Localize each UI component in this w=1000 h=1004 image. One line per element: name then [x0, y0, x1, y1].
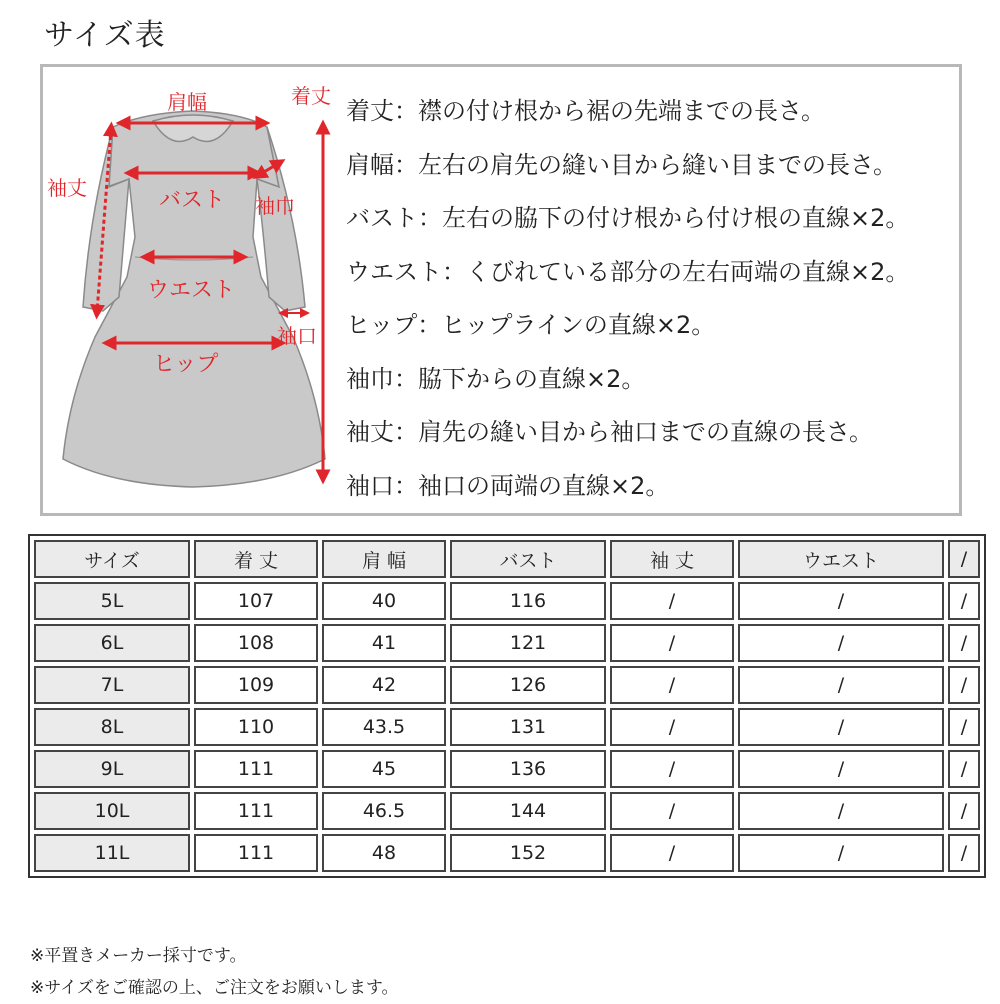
legend-item: バスト：左右の脇下の付け根から付け根の直線×2。 — [346, 204, 910, 232]
legend-item: 肩幅：左右の肩先の縫い目から縫い目までの長さ。 — [346, 150, 898, 179]
label-sleeve-length: 袖丈 — [47, 176, 87, 200]
cell: / — [610, 834, 734, 872]
table-row — [34, 708, 980, 746]
cell: / — [948, 792, 980, 830]
cell-size: 8L — [34, 708, 190, 746]
label-sleeve-width: 袖巾 — [255, 194, 295, 218]
cell: 111 — [194, 792, 318, 830]
cell-size: 10L — [34, 792, 190, 830]
legend-item: 袖巾：脇下からの直線×2。 — [346, 364, 646, 393]
label-shoulder: 肩幅 — [167, 90, 207, 114]
cell: 108 — [194, 624, 318, 662]
measurement-legend — [346, 85, 909, 513]
cell: 111 — [194, 750, 318, 788]
cell: 40 — [322, 582, 446, 620]
table-row — [34, 792, 980, 830]
legend-item: 袖丈：肩先の縫い目から袖口までの直線の長さ。 — [346, 418, 874, 446]
cell: 107 — [194, 582, 318, 620]
cell: 152 — [450, 834, 606, 872]
cell-size: 7L — [34, 666, 190, 704]
cell: / — [948, 834, 980, 872]
cell: / — [948, 708, 980, 746]
cell: / — [738, 834, 944, 872]
cell: / — [738, 582, 944, 620]
table-row — [34, 750, 980, 788]
header-sleeve-length: 袖 丈 — [610, 540, 734, 578]
cell: / — [738, 792, 944, 830]
notes — [30, 940, 399, 1004]
table-header-row — [34, 540, 980, 578]
page-title: サイズ表 — [44, 18, 166, 53]
cell: / — [948, 666, 980, 704]
cell: / — [738, 708, 944, 746]
cell: 109 — [194, 666, 318, 704]
cell: / — [948, 582, 980, 620]
cell: 111 — [194, 834, 318, 872]
table-row — [34, 666, 980, 704]
cell: / — [738, 750, 944, 788]
cell: / — [738, 666, 944, 704]
label-hip: ヒップ — [153, 352, 219, 377]
cell: / — [738, 624, 944, 662]
cell-size: 6L — [34, 624, 190, 662]
table-row — [34, 624, 980, 662]
cell-size: 11L — [34, 834, 190, 872]
legend-item: ヒップ：ヒップラインの直線×2。 — [346, 311, 716, 339]
size-diagram — [40, 64, 962, 516]
cell: 126 — [450, 666, 606, 704]
label-cuff: 袖口 — [277, 324, 317, 348]
cell: 121 — [450, 624, 606, 662]
legend-item: 着丈：襟の付け根から裾の先端までの長さ。 — [346, 97, 826, 125]
label-length: 着丈 — [291, 84, 331, 108]
header-waist: ウエスト — [738, 540, 944, 578]
cell: 116 — [450, 582, 606, 620]
cell: 136 — [450, 750, 606, 788]
legend-item: ウエスト：くびれている部分の左右両端の直線×2。 — [346, 257, 910, 286]
cell: 45 — [322, 750, 446, 788]
cell: 46.5 — [322, 792, 446, 830]
cell: / — [610, 666, 734, 704]
cell-size: 9L — [34, 750, 190, 788]
note: ※サイズをご確認の上、ご注文をお願いします。 — [30, 978, 399, 998]
cell: 41 — [322, 624, 446, 662]
cell-size: 5L — [34, 582, 190, 620]
header-bust: バスト — [450, 540, 606, 578]
table-row — [34, 582, 980, 620]
header-size: サイズ — [34, 540, 190, 578]
header-length: 着 丈 — [194, 540, 318, 578]
cell: 48 — [322, 834, 446, 872]
legend-item: 袖口：袖口の両端の直線×2。 — [346, 471, 670, 500]
cell: / — [610, 750, 734, 788]
header-shoulder: 肩 幅 — [322, 540, 446, 578]
cell: 131 — [450, 708, 606, 746]
header-extra: / — [948, 540, 980, 578]
cell: / — [610, 582, 734, 620]
size-table — [28, 534, 986, 878]
cell: 43.5 — [322, 708, 446, 746]
note: ※平置きメーカー採寸です。 — [30, 946, 247, 966]
label-bust: バスト — [159, 188, 226, 213]
dress-illustration — [43, 67, 343, 517]
cell: / — [948, 624, 980, 662]
cell: / — [610, 708, 734, 746]
cell: / — [610, 792, 734, 830]
cell: 144 — [450, 792, 606, 830]
cell: 110 — [194, 708, 318, 746]
cell: 42 — [322, 666, 446, 704]
cell: / — [610, 624, 734, 662]
cell: / — [948, 750, 980, 788]
label-waist: ウエスト — [147, 278, 236, 303]
table-row — [34, 834, 980, 872]
